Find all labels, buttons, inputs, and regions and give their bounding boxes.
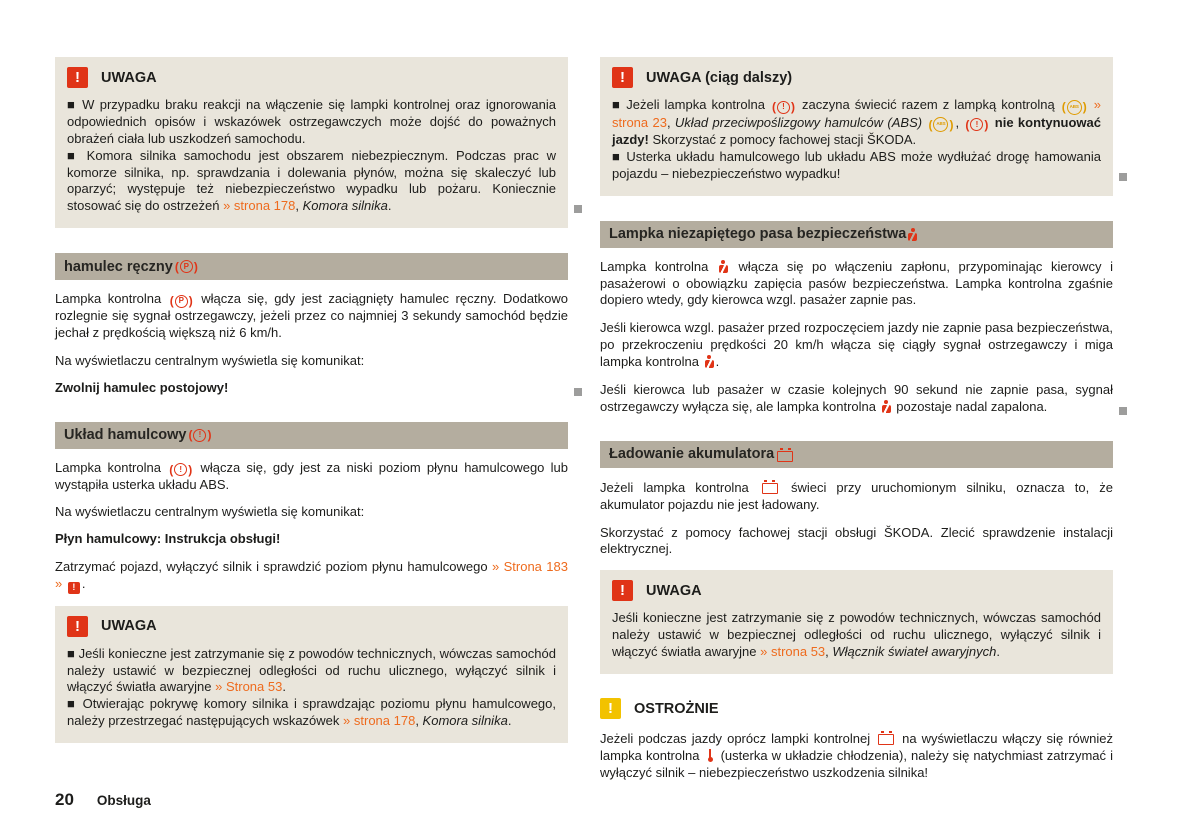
warning-icon xyxy=(612,580,633,601)
text-segment: . xyxy=(996,644,1001,660)
warning-paragraph xyxy=(67,148,556,216)
warning-box xyxy=(600,570,1113,674)
coolant-icon xyxy=(706,749,715,762)
parking-brake-icon: ( P ) xyxy=(174,259,198,274)
text-segment: . xyxy=(81,576,86,592)
text-segment: Lampka niezapiętego pasa bezpieczeństwa xyxy=(609,226,907,243)
text-segment: Jeśli kierowca wzgl. pasażer przed rozpoczęciem jazdy nie zapnie pasa bezpieczeństwa, po przekroczeniu prędkości 20 km/h włącza się ciągły sygnał ostrzegawczy i miga lampka kontrolna xyxy=(600,320,1113,370)
text-segment: . xyxy=(282,679,286,695)
text-segment: Układ hamulcowy xyxy=(64,427,187,444)
text-segment: Lampka kontrolna xyxy=(600,258,717,274)
warning-paragraph xyxy=(67,696,556,730)
page-reference-link[interactable]: » strona 53 xyxy=(760,644,826,660)
section-header-battery-charging xyxy=(600,441,1113,468)
text-segment: ■ Jeżeli lampka kontrolna xyxy=(612,97,770,112)
text-segment: , xyxy=(415,713,423,729)
warning-title: UWAGA xyxy=(101,618,157,635)
warning-box xyxy=(55,57,568,228)
text-segment: . xyxy=(715,354,720,370)
caution-header xyxy=(600,698,1113,719)
seatbelt-icon xyxy=(908,228,917,241)
text-segment: włącza się po włączeniu zapłonu, przypominając kierowcy i pasażerowi o obowiązku zapięcia pasów bezpieczeństwa. Lampka kontrolna zgaśnie dopiero wtedy, gdy kierowca wzgl. pasażer zapnie pas. xyxy=(600,258,1113,308)
page-reference-link[interactable]: » strona 178 xyxy=(223,198,296,214)
warning-header xyxy=(67,616,556,637)
page-number: 20 xyxy=(55,790,74,809)
text-segment: Układ przeciwpoślizgowy hamulców (ABS) xyxy=(674,114,923,130)
text-segment: . xyxy=(507,713,512,729)
paragraph xyxy=(55,460,568,494)
left-column xyxy=(55,57,568,743)
text-segment: włącza się, gdy jest za niski poziom płynu hamulcowego lub wystąpiła usterka układu ABS. xyxy=(55,459,568,492)
warning-paragraph xyxy=(67,646,556,697)
warning-box-stopping xyxy=(55,606,568,743)
page-reference-link[interactable]: » strona 23 xyxy=(612,97,1101,130)
paragraph xyxy=(600,320,1113,371)
warning-title: UWAGA (ciąg dalszy) xyxy=(646,69,793,86)
warning-box-engine xyxy=(55,57,568,228)
warning-paragraph xyxy=(612,97,1101,149)
section-end-marker xyxy=(574,388,582,396)
page-footer xyxy=(55,790,151,810)
text-segment: ■ Jeśli konieczne jest zatrzymanie się z powodów technicznych, wówczas samochód należy ustawić w bezpiecznej odległości od ruchu ulicznego, wyłączyć silnik i włączyć światła awaryjne xyxy=(67,645,556,695)
text-segment: (usterka w układzie chłodzenia), należy się natychmiast zatrzymać i wyłączyć silnik – niebezpieczeństwo uszkodzenia silnika! xyxy=(600,747,1113,780)
section-end-marker xyxy=(574,205,582,213)
warning-paragraph xyxy=(612,610,1101,661)
text-segment xyxy=(62,576,66,591)
text-segment: hamulec ręczny xyxy=(64,258,173,275)
text-segment: . xyxy=(387,198,392,214)
text-segment: , xyxy=(295,198,303,214)
warning-header xyxy=(612,67,1101,88)
warning-box xyxy=(600,57,1113,196)
seatbelt-icon xyxy=(705,355,714,368)
section-header-brake-system xyxy=(55,422,568,449)
paragraph: Na wyświetlaczu centralnym wyświetla się komunikat: xyxy=(55,504,365,520)
text-segment xyxy=(922,115,926,130)
warn-red-icon: ! xyxy=(68,582,80,594)
warning-box xyxy=(55,606,568,743)
paragraph: Skorzystać z pomocy fachowej stacji obsługi ŠKODA. Zlecić sprawdzenie instalacji elektrycznej. xyxy=(600,524,1113,557)
text-segment: świeci przy uruchomionym silniku, oznacza to, że akumulator pojazdu nie jest ładowany. xyxy=(600,479,1113,512)
text-segment: ■ Komora silnika samochodu jest obszarem niebezpiecznym. Podczas prac w komorze silnika, np. sprawdzania i dolewania płynów, można się skaleczyć lub oparzyć; występuje też niebezpieczeństwo wypadku lub pożaru. Koniecznie stosować się do ostrzeżeń xyxy=(67,147,556,214)
paragraph: Na wyświetlaczu centralnym wyświetla się komunikat: xyxy=(55,352,365,368)
text-segment: Ładowanie akumulatora xyxy=(609,446,775,463)
text-segment: Włącznik świateł awaryjnych xyxy=(832,644,997,660)
text-segment: Lampka kontrolna xyxy=(55,459,168,475)
brake-icon: ( ! ) xyxy=(965,117,989,132)
seatbelt-icon xyxy=(719,260,728,273)
display-message: Zwolnij hamulec postojowy! xyxy=(55,379,229,395)
text-segment: Jeżeli lampka kontrolna xyxy=(600,479,759,495)
text-segment: zaczyna świecić razem z lampką kontrolną xyxy=(796,97,1060,112)
text-segment: pozostaje nadal zapalona. xyxy=(892,398,1048,414)
warning-icon xyxy=(612,67,633,88)
text-segment: Jeśli konieczne jest zatrzymanie się z powodów technicznych, wówczas samochód należy ustawić w bezpiecznej odległości od ruchu ulicznego, wyłączyć silnik i włączyć światła awaryjne xyxy=(612,610,1101,660)
battery-icon xyxy=(762,483,778,494)
page-reference-link[interactable]: » Strona 183 » xyxy=(55,559,568,592)
right-column xyxy=(600,57,1113,782)
section-end-marker xyxy=(1119,407,1127,415)
paragraph xyxy=(600,730,1113,782)
section-end-marker xyxy=(1119,173,1127,181)
text-segment: Komora silnika xyxy=(302,198,388,214)
page-reference-link[interactable]: » strona 178 xyxy=(343,713,416,729)
text-segment: Lampka kontrolna xyxy=(55,291,168,307)
text-segment: Jeśli kierowca lub pasażer w czasie kolejnych 90 sekund nie zapnie pasa, sygnał ostrzegawczy wyłącza się, ale lampka kontrolna xyxy=(600,382,1113,414)
text-segment: , xyxy=(955,114,964,130)
text-segment: , xyxy=(825,644,833,660)
text-segment: Skorzystać z pomocy fachowej stacji ŠKODA. xyxy=(648,132,917,147)
warning-header xyxy=(612,580,1101,601)
parking-brake-icon: ( P ) xyxy=(169,294,193,309)
text-segment: ■ W przypadku braku reakcji na włączenie się lampki kontrolnej oraz ignorowania odpowiednich opisów i wskazówek ostrzegawczych może dojść do poważnych obrażeń ciała lub uszkodzeń samochodu. xyxy=(67,97,556,146)
warning-header xyxy=(67,67,556,88)
text-segment: Zatrzymać pojazd, wyłączyć silnik i sprawdzić poziom płynu hamulcowego xyxy=(55,559,492,575)
text-segment: nie kontynuować jazdy! xyxy=(612,114,1101,147)
battery-icon xyxy=(777,451,793,462)
brake-icon: ( ! ) xyxy=(188,428,212,443)
warning-icon xyxy=(67,616,88,637)
text-segment: włącza się, gdy jest zaciągnięty hamulec ręczny. Dodatkowo rozlegnie się sygnał ostrzegawczy, jeżeli przez co najmniej 3 sekundy samochód będzie jechał z prędkością większą niż 6 km/h. xyxy=(55,291,569,341)
warning-paragraph xyxy=(67,97,556,148)
warning-title: UWAGA xyxy=(646,582,702,599)
text-segment: ■ Otwierając pokrywę komory silnika i sprawdzając poziomu płynu hamulcowego, należy przestrzegać następujących wskazówek xyxy=(67,696,556,729)
paragraph xyxy=(55,291,568,342)
caution-title: OSTROŻNIE xyxy=(634,700,719,717)
brake-icon: ( ! ) xyxy=(169,462,193,477)
section-header-seatbelt-lamp xyxy=(600,221,1113,248)
abs-icon: ( ABS ) xyxy=(928,117,954,132)
paragraph xyxy=(600,382,1113,416)
paragraph-row xyxy=(600,382,1113,416)
brake-icon: ( ! ) xyxy=(771,100,795,114)
text-segment: ■ Usterka układu hamulcowego lub układu ABS może wydłużać drogę hamowania pojazdu – niebezpieczeństwo wypadku! xyxy=(612,148,1101,181)
text-segment: na wyświetlaczu włączy się również lampka kontrolna xyxy=(600,731,1113,763)
warning-box-continued xyxy=(600,57,1113,196)
page-reference-link[interactable]: » Strona 53 xyxy=(215,679,283,695)
chapter-title: Obsługa xyxy=(96,793,151,808)
paragraph xyxy=(600,259,1113,310)
warning-paragraph xyxy=(612,149,1101,183)
paragraph xyxy=(600,479,1113,514)
abs-icon: ( ABS ) xyxy=(1061,100,1087,114)
warning-icon xyxy=(67,67,88,88)
text-segment: Komora silnika xyxy=(422,713,508,729)
display-message-row xyxy=(55,380,568,397)
paragraph xyxy=(55,559,568,593)
display-message: Płyn hamulcowy: Instrukcja obsługi! xyxy=(55,531,281,547)
section-header-handbrake xyxy=(55,253,568,280)
text-segment: Jeżeli podczas jazdy oprócz lampki kontrolnej xyxy=(600,731,876,747)
caution-icon xyxy=(600,698,621,719)
warning-title: UWAGA xyxy=(101,69,157,86)
battery-icon xyxy=(878,734,894,745)
seatbelt-icon xyxy=(882,400,891,413)
text-segment: , xyxy=(666,114,675,130)
warning-box-battery xyxy=(600,570,1113,674)
